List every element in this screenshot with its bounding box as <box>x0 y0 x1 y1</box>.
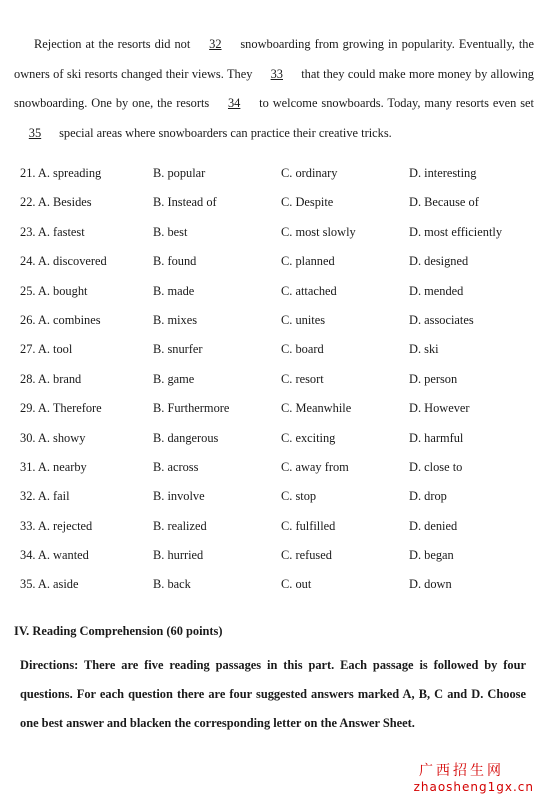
option-c: C. ordinary <box>281 166 338 180</box>
option-a: 35. A. aside <box>20 577 79 592</box>
option-d: D. harmful <box>409 430 464 445</box>
question-row <box>20 513 530 542</box>
option-c: C. attached <box>281 283 337 298</box>
option-c: C. exciting <box>281 430 336 445</box>
option-a: 23. A. fastest <box>20 224 85 239</box>
option-a: 28. A. brand <box>20 371 82 386</box>
cloze-passage <box>14 30 534 148</box>
option-d: D. drop <box>409 489 447 504</box>
question-row <box>20 278 530 307</box>
section-title: IV. Reading Comprehension (60 points) <box>14 624 223 638</box>
option-b: B. made <box>153 283 195 298</box>
passage-text-4: to welcome snowboards. Today, many resorts even set <box>259 96 534 110</box>
watermark-chinese: 广西招生网 <box>419 763 504 779</box>
option-a: 30. A. showy <box>20 430 86 445</box>
option-b: B. found <box>153 254 197 269</box>
option-a: 26. A. combines <box>20 312 101 327</box>
question-row <box>20 219 530 248</box>
option-c: C. most slowly <box>281 224 356 239</box>
question-row <box>20 454 530 483</box>
option-a: 31. A. nearby <box>20 459 87 474</box>
option-c: C. board <box>281 342 324 357</box>
option-b: B. back <box>153 577 191 592</box>
question-row <box>20 160 530 189</box>
watermark-url: zhaosheng1gx.cn <box>413 780 534 794</box>
option-d: D. ski <box>409 342 439 357</box>
option-d: D. began <box>409 548 454 563</box>
question-row <box>20 425 530 454</box>
option-c: C. fulfilled <box>281 518 336 533</box>
question-row <box>20 307 530 336</box>
option-b: B. mixes <box>153 312 198 327</box>
option-b: B. dangerous <box>153 430 219 445</box>
blank-35: 35 <box>28 125 42 140</box>
blank-32: 32 <box>209 37 222 51</box>
question-row <box>20 248 530 277</box>
option-d: D. denied <box>409 518 458 533</box>
option-a: 34. A. wanted <box>20 548 89 563</box>
blank-34: 34 <box>227 96 241 110</box>
passage-text-5: special areas where snowboarders can practice their creative tricks. <box>59 125 392 140</box>
option-b: B. best <box>153 224 188 239</box>
option-c: C. planned <box>281 254 335 269</box>
option-b: B. involve <box>153 489 205 504</box>
option-a: 27. A. tool <box>20 342 73 357</box>
question-row <box>20 336 530 365</box>
option-d: D. associates <box>409 312 474 327</box>
option-a: 21. A. spreading <box>20 166 102 180</box>
option-d: D. close to <box>409 459 463 474</box>
blank-33: 33 <box>270 66 283 81</box>
option-b: B. Furthermore <box>153 401 230 416</box>
option-b: B. snurfer <box>153 342 203 357</box>
option-a: 24. A. discovered <box>20 254 107 269</box>
option-a: 25. A. bought <box>20 283 88 298</box>
site-watermark <box>414 760 534 794</box>
option-b: B. hurried <box>153 548 204 563</box>
option-a: 29. A. Therefore <box>20 401 102 416</box>
option-c: C. Meanwhile <box>281 401 352 416</box>
option-d: D. person <box>409 371 458 386</box>
option-c: C. away from <box>281 459 349 474</box>
question-row <box>20 542 530 571</box>
question-row <box>20 395 530 424</box>
option-d: D. most efficiently <box>409 224 503 239</box>
option-d: D. designed <box>409 254 469 269</box>
question-row <box>20 366 530 395</box>
option-b: B. realized <box>153 518 207 533</box>
option-b: B. game <box>153 371 195 386</box>
option-c: C. resort <box>281 371 324 386</box>
option-c: C. stop <box>281 489 317 504</box>
option-d: D. However <box>409 401 470 416</box>
passage-text-2: snowboarding from growing in popularity. Eventually, the owners of ski resorts changed their views. They <box>14 37 534 81</box>
option-b: B. popular <box>153 166 206 180</box>
option-c: C. unites <box>281 312 326 327</box>
option-c: C. out <box>281 577 312 592</box>
option-a: 32. A. fail <box>20 489 70 504</box>
option-a: 22. A. Besides <box>20 195 92 210</box>
option-d: D. Because of <box>409 195 479 210</box>
option-a: 33. A. rejected <box>20 518 93 533</box>
option-c: C. Despite <box>281 195 334 210</box>
option-d: D. mended <box>409 283 464 298</box>
option-b: B. Instead of <box>153 195 217 210</box>
option-d: D. interesting <box>409 166 477 180</box>
passage-text-1: Rejection at the resorts did not <box>34 37 191 51</box>
passage-paragraph <box>14 30 534 148</box>
option-d: D. down <box>409 577 452 592</box>
option-b: B. across <box>153 459 199 474</box>
option-c: C. refused <box>281 548 332 563</box>
answer-options <box>20 160 530 601</box>
question-row <box>20 483 530 512</box>
question-row <box>20 189 530 218</box>
question-row <box>20 571 530 600</box>
passage-text-3: that they could make more money by allowing snowboarding. One by one, the resorts <box>14 66 534 110</box>
section-directions: Directions: There are five reading passages in this part. Each passage is followed by four questions. For each question there are four suggested answers marked A, B, C and D. Choose one best answer and blacken the corresponding letter on the Answer Sheet. <box>20 658 526 730</box>
